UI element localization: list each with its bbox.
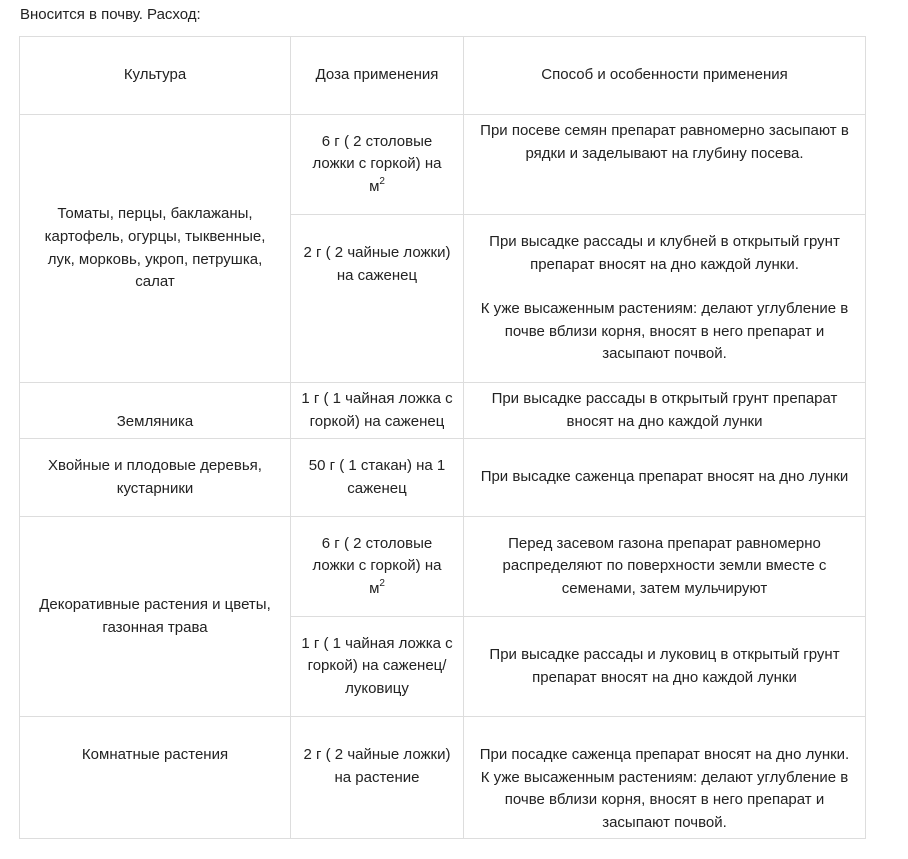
culture-text: Комнатные растения [81,746,229,763]
table-header-row [20,37,866,115]
dose-cell [291,617,464,717]
table-row [20,439,866,517]
culture-text: Земляника [116,413,194,431]
dose-cell [291,215,464,383]
method-text: При высадке саженца препарат вносят на дно лунки [480,468,849,486]
dose-text: 1 г ( 1 чайная ложка с горкой) на саженец/ луковицу [301,634,453,697]
dose-text: 1 г ( 1 чайная ложка с горкой) на саженец [301,389,453,430]
method-text: Перед засевом газона препарат равномерно распределяют по поверхности земли вместе с семенами, затем мульчируют [502,534,827,597]
dose-cell [291,383,464,439]
method-cell [464,383,866,439]
dose-cell [291,717,464,839]
method-cell [464,215,866,383]
culture-cell [20,717,291,839]
dose-cell [291,439,464,517]
header-culture: Культура [20,37,291,115]
method-text: При посадке саженца препарат вносят на дно лунки. К уже высаженным растениям: делают углубление в почве вблизи корня, вносят в него препарат и засыпают почвой. [479,746,850,831]
dose-cell [291,517,464,617]
method-text: При высадке рассады в открытый грунт препарат вносят на дно каждой лунки [491,389,838,430]
table-row [20,717,866,839]
dosage-table [19,36,866,839]
dose-text: 6 г ( 2 столовые ложки с горкой) на м [312,534,442,597]
dose-text: 2 г ( 2 чайные ложки) на растение [303,746,451,786]
method-cell [464,717,866,839]
culture-cell [20,115,291,383]
method-cell [464,517,866,617]
unit-superscript: 2 [379,577,385,589]
dose-text: 6 г ( 2 столовые ложки с горкой) на м [312,132,442,195]
header-method: Способ и особенности применения [464,37,866,115]
table-row [20,517,866,617]
culture-text: Хвойные и плодовые деревья, кустарники [48,456,262,497]
unit-superscript: 2 [379,175,385,187]
intro-text: Вносится в почву. Расход: [20,6,201,23]
dose-text: 50 г ( 1 стакан) на 1 саженец [308,456,446,497]
culture-cell [20,517,291,717]
table-row [20,115,866,215]
dose-text: 2 г ( 2 чайные ложки) на саженец [303,244,451,284]
method-text: При посеве семян препарат равномерно засыпают в рядки и заделывают на глубину посева. [480,122,849,162]
culture-text: Декоративные растения и цветы, газонная трава [39,595,271,636]
dose-cell [291,115,464,215]
culture-cell [20,383,291,439]
culture-text: Томаты, перцы, баклажаны, картофель, огурцы, тыквенные, лук, морковь, укроп, петрушка, салат [44,205,266,291]
method-cell [464,115,866,215]
method-text-extra: К уже высаженным растениям: делают углубление в почве вблизи корня, вносят в него препарат и засыпают почвой. [480,300,849,363]
method-text: При высадке рассады и луковиц в открытый грунт препарат вносят на дно каждой лунки [489,646,840,686]
table-row [20,383,866,439]
header-dose: Доза применения [291,37,464,115]
method-cell [464,439,866,517]
method-cell [464,617,866,717]
method-text: При высадке рассады и клубней в открытый грунт препарат вносят на дно каждой лунки. [489,233,840,273]
culture-cell [20,439,291,517]
